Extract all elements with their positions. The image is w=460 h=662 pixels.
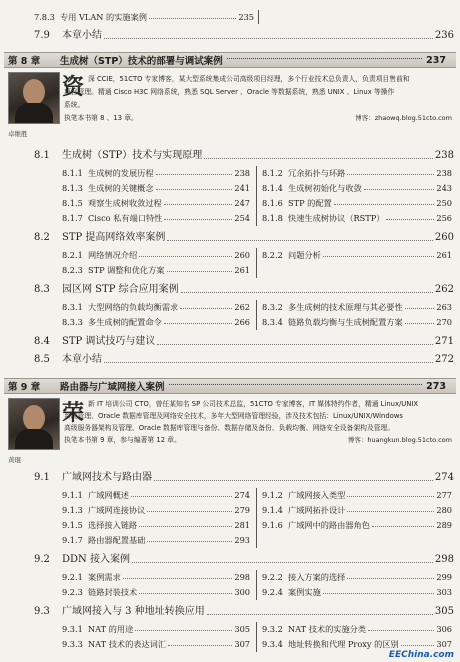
entry-number: 8.3.3 — [62, 317, 83, 327]
column-divider — [256, 300, 257, 330]
toc-entry[interactable] — [62, 265, 250, 275]
author-bio-line: 执笔本书第 8 、13 章。 — [64, 114, 138, 122]
entry-page: 279 — [234, 505, 250, 515]
column-divider — [256, 622, 257, 652]
entry-page: 260 — [234, 250, 250, 260]
entry-number: 8.1.3 — [62, 183, 83, 193]
author-blog: 博客：zhaowq.blog.51cto.com — [355, 114, 452, 122]
entry-title: 案例实施 — [288, 587, 321, 597]
toc-entry[interactable] — [62, 572, 250, 582]
entry-number: 8.3.4 — [262, 317, 283, 327]
leader-dots — [347, 578, 434, 579]
toc-entry[interactable] — [62, 639, 250, 649]
toc-section[interactable] — [34, 354, 454, 366]
section-title: 广域网技术与路由器 — [62, 472, 152, 483]
entry-number: 9.1.7 — [62, 535, 83, 545]
leader-dots — [368, 630, 434, 631]
entry-number: 9.1.6 — [262, 520, 283, 530]
toc-section[interactable] — [34, 606, 454, 618]
section-number: 9.2 — [34, 554, 50, 565]
entry-number: 8.2.1 — [62, 250, 83, 260]
entry-page: 263 — [436, 302, 452, 312]
section-number: 8.2 — [34, 232, 50, 243]
toc-section[interactable] — [34, 472, 454, 484]
section-page: 298 — [434, 554, 454, 565]
entry-title: 观察生成树收敛过程 — [88, 198, 162, 208]
leader-dots — [131, 496, 232, 497]
entry-title: 多生成树的技术原理与其必要性 — [288, 302, 403, 312]
author-initial-char: 荣 — [62, 401, 85, 426]
entry-page: 293 — [234, 535, 250, 545]
toc-entry[interactable] — [262, 490, 452, 500]
entry-number: 8.3.2 — [262, 302, 283, 312]
toc-entry[interactable] — [62, 587, 250, 597]
toc-entry[interactable] — [262, 213, 452, 223]
entry-number: 9.2.3 — [62, 587, 83, 597]
entry-title: 广域网中的路由器角色 — [288, 520, 370, 530]
entry-number: 8.1.7 — [62, 213, 83, 223]
toc-entry[interactable] — [262, 639, 452, 649]
chapter-8-title: 生成树（STP）技术的部署与调试案例 — [60, 56, 223, 67]
entry-page: 266 — [234, 317, 250, 327]
toc-section-7-9[interactable]: 7.9 本章小结 236 — [34, 30, 454, 41]
section-page: 271 — [434, 336, 454, 347]
toc-section[interactable] — [34, 232, 454, 244]
entry-title: 路由器配置基础 — [88, 535, 146, 545]
entry-title: NAT 技术的实施分类 — [288, 624, 367, 634]
section-page: 305 — [434, 606, 454, 617]
entry-number: 8.1.8 — [262, 213, 283, 223]
toc-entry[interactable] — [262, 198, 452, 208]
leader-dots — [147, 511, 232, 512]
leader-dots — [104, 362, 433, 363]
leader-dots — [156, 189, 233, 190]
leader-dots — [139, 256, 232, 257]
author-bio-line: 执笔本书第 9 章，参与编著第 12 章。 — [64, 436, 181, 444]
leader-dots — [364, 189, 435, 190]
entry-number: 8.3.1 — [62, 302, 83, 312]
column-divider — [256, 248, 257, 278]
leader-dots — [132, 562, 433, 563]
entry-page: 277 — [436, 490, 452, 500]
leader-dots — [372, 526, 434, 527]
toc-entry[interactable] — [62, 213, 250, 223]
toc-entry[interactable] — [62, 535, 250, 545]
entry-page: 241 — [234, 183, 250, 193]
leader-dots — [323, 256, 435, 257]
entry-title: 大型网络的负载均衡需求 — [88, 302, 179, 312]
entry-page: 289 — [436, 520, 452, 530]
entry-number: 9.3.1 — [62, 624, 83, 634]
leader-dots — [207, 614, 433, 615]
toc-entry[interactable] — [262, 624, 452, 634]
section-title: 本章小结 — [62, 354, 102, 365]
toc-entry[interactable] — [62, 168, 250, 178]
leader-dots — [139, 593, 232, 594]
chapter-9-header[interactable]: 第 9 章 路由器与广域网接入案例 273 — [4, 378, 456, 394]
entry-number: 9.1.4 — [262, 505, 283, 515]
entry-title: 生成树初始化与收敛 — [288, 183, 362, 193]
entry-page: 254 — [234, 213, 250, 223]
entry-page: 243 — [436, 183, 452, 193]
toc-entry[interactable] — [262, 520, 452, 530]
author-bio-line: 系统。 — [64, 101, 85, 109]
entry-number: 9.1.3 — [62, 505, 83, 515]
toc-entry[interactable] — [62, 302, 250, 312]
leader-dots — [347, 174, 434, 175]
author-bio-line: 新 IT 培训公司 CTO，曾任某知名 SP 公司技术总监，51CTO 专家博客，IT 媒体特约作者，精通 Linux/UNIX — [88, 400, 418, 408]
entry-title: 选择接入链路 — [88, 520, 138, 530]
entry-title: 广域网拓扑设计 — [288, 505, 346, 515]
leader-dots — [123, 578, 233, 579]
toc-entry[interactable] — [262, 302, 452, 312]
column-divider — [256, 488, 257, 548]
entry-number: 9.1.2 — [262, 490, 283, 500]
toc-section[interactable] — [34, 554, 454, 566]
leader-dots — [180, 308, 232, 309]
entry-page: 300 — [234, 587, 250, 597]
leader-dots — [347, 496, 434, 497]
section-number: 8.4 — [34, 336, 50, 347]
toc-section[interactable] — [34, 284, 454, 296]
entry-title: Cisco 私有端口特性 — [88, 213, 163, 223]
entry-page: 261 — [234, 265, 250, 275]
toc-entry[interactable] — [62, 198, 250, 208]
entry-number: 9.2.1 — [62, 572, 83, 582]
entry-title: 生成树的发展历程 — [88, 168, 154, 178]
leader-dots — [167, 271, 233, 272]
entry-title: 快速生成树协议（RSTP） — [288, 213, 385, 223]
column-divider — [256, 570, 257, 600]
entry-number: 8.1.6 — [262, 198, 283, 208]
leader-dots — [386, 219, 434, 220]
watermark: EEChina.com — [388, 650, 454, 660]
author-bio-line: 系统管理、Oracle 数据库管理及网络安全技术，多年大型网络管理经验，涉及技术包括：Linux/UNIX/Windows — [64, 412, 403, 420]
entry-title: 链路封装技术 — [88, 587, 138, 597]
toc-section[interactable] — [34, 336, 454, 348]
leader-dots — [164, 204, 233, 205]
entry-title: NAT 技术的表达词汇 — [88, 639, 167, 649]
leader-dots — [167, 240, 432, 241]
entry-page: 280 — [436, 505, 452, 515]
toc-entry[interactable] — [62, 183, 250, 193]
entry-page: 270 — [436, 317, 452, 327]
entry-number: 9.3.4 — [262, 639, 283, 649]
author-bio-line: 深 CCIE，51CTO 专家博客，某大型系统集成公司高级项目经理，多个行业技术总负责人，负责项目售前和 — [88, 75, 410, 83]
entry-title: 案例需求 — [88, 572, 121, 582]
entry-page: 281 — [234, 520, 250, 530]
column-divider — [258, 10, 259, 24]
leader-dots — [181, 292, 433, 293]
toc-section[interactable] — [34, 150, 454, 162]
entry-title: STP 调整和优化方案 — [88, 265, 165, 275]
leader-dots — [164, 219, 232, 220]
chapter-9-title: 路由器与广域网接入案例 — [60, 382, 165, 393]
leader-dots — [168, 645, 232, 646]
toc-entry[interactable] — [62, 624, 250, 634]
entry-page: 298 — [234, 572, 250, 582]
entry-page: 303 — [436, 587, 452, 597]
entry-page: 307 — [234, 639, 250, 649]
toc-entry[interactable] — [62, 490, 250, 500]
leader-dots — [164, 323, 233, 324]
entry-title: 广域网接入类型 — [288, 490, 346, 500]
entry-number: 8.1.2 — [262, 168, 283, 178]
entry-number: 8.2.2 — [262, 250, 283, 260]
section-page: 238 — [434, 150, 454, 161]
author-photo — [8, 398, 60, 450]
leader-dots — [347, 511, 434, 512]
leader-dots — [157, 344, 432, 345]
entry-title: 广域网连接协议 — [88, 505, 146, 515]
entry-page: 238 — [234, 168, 250, 178]
toc-entry[interactable] — [62, 505, 250, 515]
entry-title: 接入方案的选择 — [288, 572, 346, 582]
section-page: 262 — [434, 284, 454, 295]
toc-entry[interactable] — [262, 250, 452, 260]
entry-number: 8.1.1 — [62, 168, 83, 178]
section-page: 260 — [434, 232, 454, 243]
entry-number: 9.3.3 — [62, 639, 83, 649]
entry-title: 广域网概述 — [88, 490, 129, 500]
section-title: STP 调试技巧与建议 — [62, 336, 156, 347]
section-title: 广域网接入与 3 种地址转换应用 — [62, 606, 205, 617]
section-title: 园区网 STP 综合应用案例 — [62, 284, 179, 295]
toc-entry[interactable] — [262, 183, 452, 193]
toc-entry[interactable] — [62, 317, 250, 327]
section-number: 8.3 — [34, 284, 50, 295]
entry-page: 261 — [436, 250, 452, 260]
leader-dots — [139, 526, 232, 527]
entry-title: 链路负载均衡与生成树配置方案 — [288, 317, 403, 327]
entry-page: 256 — [436, 213, 452, 223]
entry-number: 8.1.5 — [62, 198, 83, 208]
section-number: 8.1 — [34, 150, 50, 161]
entry-page: 305 — [234, 624, 250, 634]
section-title: STP 提高网络效率案例 — [62, 232, 166, 243]
author-photo — [8, 72, 60, 124]
entry-number: 8.1.4 — [262, 183, 283, 193]
leader-dots — [204, 158, 433, 159]
leader-dots — [405, 308, 435, 309]
section-title: DDN 接入案例 — [62, 554, 130, 565]
leader-dots — [405, 323, 435, 324]
section-number: 8.5 — [34, 354, 50, 365]
section-page: 272 — [434, 354, 454, 365]
entry-page: 299 — [436, 572, 452, 582]
section-page: 274 — [434, 472, 454, 483]
entry-number: 9.2.2 — [262, 572, 283, 582]
entry-title: 冗余拓扑与环路 — [288, 168, 346, 178]
author-initial-char: 资 — [62, 75, 85, 100]
entry-number: 9.1.5 — [62, 520, 83, 530]
author-caption: 黄琨 — [8, 456, 21, 464]
toc-entry[interactable] — [62, 520, 250, 530]
author-caption: 卓维胜 — [8, 130, 28, 138]
author-bio-line: 高级服务器架构及管理、Oracle 数据库管理与备份、数据存储及备份、负载均衡、网络安全设备架构及管理。 — [64, 424, 395, 432]
section-number: 9.3 — [34, 606, 50, 617]
entry-title: 网络情况介绍 — [88, 250, 138, 260]
entry-page: 262 — [234, 302, 250, 312]
toc-entry[interactable] — [262, 168, 452, 178]
entry-page: 238 — [436, 168, 452, 178]
entry-page: 274 — [234, 490, 250, 500]
section-number: 9.1 — [34, 472, 50, 483]
leader-dots — [154, 480, 433, 481]
entry-number: 9.2.4 — [262, 587, 283, 597]
toc-entry[interactable] — [262, 587, 452, 597]
toc-entry[interactable] — [262, 317, 452, 327]
entry-title: 问题分析 — [288, 250, 321, 260]
leader-dots — [323, 593, 435, 594]
toc-entry[interactable] — [262, 505, 452, 515]
entry-page: 306 — [436, 624, 452, 634]
leader-dots — [334, 204, 435, 205]
author-blog: 博客：huangkun.blog.51cto.com — [347, 436, 452, 444]
column-divider — [256, 166, 257, 226]
author-bio-line: 项目管理。精通 Cisco H3C 网络系统，熟悉 SQL Server 、Oracle 等数据系统，熟悉 UNIX 、Linux 等操作 — [64, 88, 395, 96]
entry-number: 9.1.1 — [62, 490, 83, 500]
entry-number: 8.2.3 — [62, 265, 83, 275]
entry-title: 多生成树的配置命令 — [88, 317, 162, 327]
toc-entry-7-8-3[interactable]: 7.8.3 专用 VLAN 的实施案例 235 — [34, 12, 254, 22]
toc-entry[interactable] — [262, 572, 452, 582]
entry-number: 9.3.2 — [262, 624, 283, 634]
entry-title: STP 的配置 — [288, 198, 332, 208]
section-title: 生成树（STP）技术与实现原理 — [62, 150, 203, 161]
leader-dots — [156, 174, 233, 175]
entry-page: 247 — [234, 198, 250, 208]
entry-page: 250 — [436, 198, 452, 208]
entry-title: 地址转换和代理 Proxy 的区别 — [288, 639, 399, 649]
entry-title: NAT 的用途 — [88, 624, 134, 634]
leader-dots — [135, 630, 232, 631]
entry-title: 生成树的关键概念 — [88, 183, 154, 193]
leader-dots — [147, 541, 232, 542]
entry-page: 307 — [436, 639, 452, 649]
chapter-8-header[interactable]: 第 8 章 生成树（STP）技术的部署与调试案例 237 — [4, 52, 456, 68]
toc-entry[interactable] — [62, 250, 250, 260]
leader-dots — [401, 645, 435, 646]
